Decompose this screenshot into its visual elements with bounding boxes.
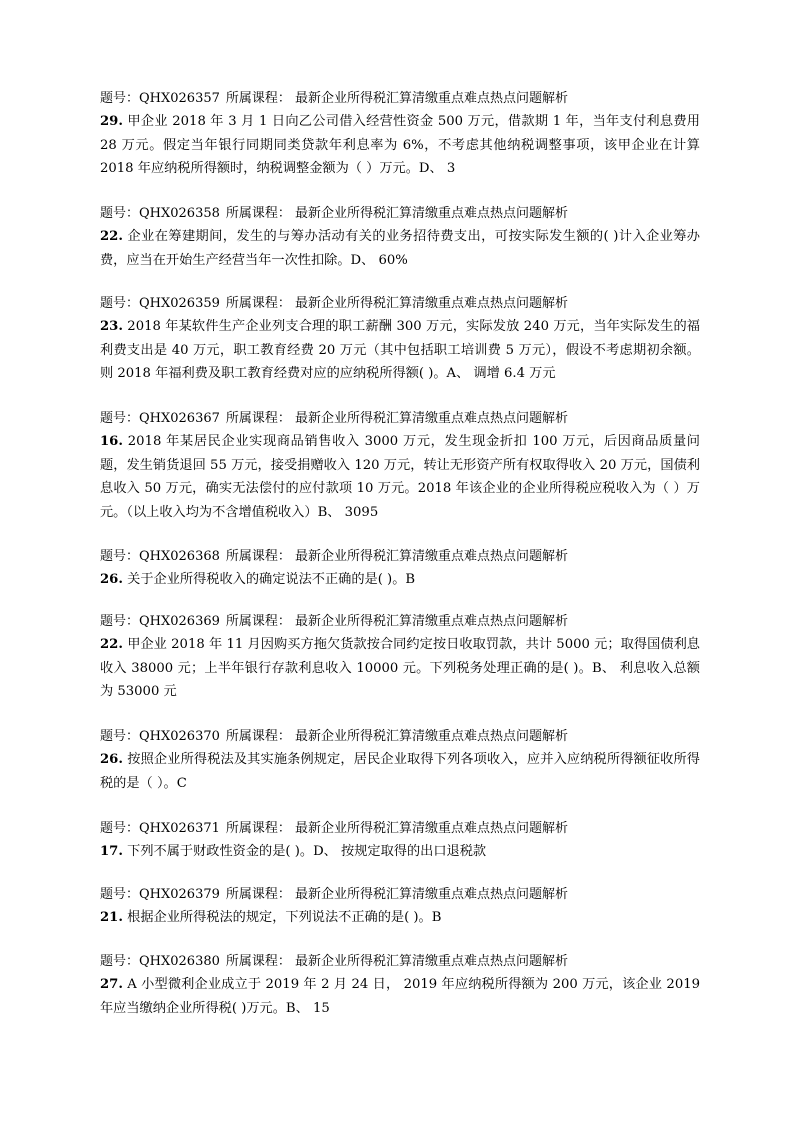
question-body: A 小型微利企业成立于 2019 年 2 月 24 日， 2019 年应纳税所得额为 200 万元，该企业 2019 年应当缴纳企业所得税( )万元。B、 15 xyxy=(100,977,700,1016)
question-id: 题号：QHX026357 xyxy=(100,91,220,106)
question-number: 22. xyxy=(100,229,123,244)
question-meta xyxy=(100,546,700,568)
question-text xyxy=(100,633,700,704)
question-body: 按照企业所得税法及其实施条例规定，居民企业取得下列各项收入，应并入应纳税所得额征收所得税的是（ ）。C xyxy=(100,752,700,791)
question-text xyxy=(100,110,700,181)
question-text xyxy=(100,973,700,1020)
course-label: 所属课程： 最新企业所得税汇算清缴重点难点热点问题解析 xyxy=(225,821,569,836)
question-body: 甲企业 2018 年 11 月因购买方拖欠货款按合同约定按日收取罚款，共计 5000 元；取得国债利息收入 38000 元；上半年银行存款利息收入 10000 元。下列税务处理正确的是( )。B、 利息收入总额为 53000 元 xyxy=(100,637,700,699)
question-entry xyxy=(100,951,700,1020)
question-number: 16. xyxy=(100,434,123,449)
course-label: 所属课程： 最新企业所得税汇算清缴重点难点热点问题解析 xyxy=(225,614,569,629)
question-id: 题号：QHX026380 xyxy=(100,954,220,969)
question-text xyxy=(100,315,700,386)
question-text xyxy=(100,748,700,795)
question-meta xyxy=(100,884,700,906)
question-entry xyxy=(100,408,700,524)
question-entry xyxy=(100,293,700,386)
question-id: 题号：QHX026371 xyxy=(100,821,220,836)
course-label: 所属课程： 最新企业所得税汇算清缴重点难点热点问题解析 xyxy=(225,91,569,106)
question-entry xyxy=(100,818,700,864)
question-entry xyxy=(100,88,700,181)
question-text xyxy=(100,840,700,864)
question-meta xyxy=(100,818,700,840)
question-id: 题号：QHX026370 xyxy=(100,729,220,744)
question-number: 29. xyxy=(100,114,123,129)
question-body: 2018 年某软件生产企业列支合理的职工薪酬 300 万元，实际发放 240 万元，当年实际发生的福利费支出是 40 万元，职工教育经费 20 万元（其中包括职工培训费 5 万元），假设不考虑期初余额。则 2018 年福利费及职工教育经费对应的应纳税所得额( )。A、 调增 6.4 万元 xyxy=(100,319,700,381)
question-entry xyxy=(100,884,700,930)
question-number: 22. xyxy=(100,637,123,652)
question-id: 题号：QHX026369 xyxy=(100,614,220,629)
question-id: 题号：QHX026358 xyxy=(100,206,220,221)
question-entry xyxy=(100,726,700,795)
question-text xyxy=(100,430,700,524)
question-body: 根据企业所得税法的规定，下列说法不正确的是( )。B xyxy=(122,910,442,925)
question-id: 题号：QHX026367 xyxy=(100,411,220,426)
question-meta xyxy=(100,293,700,315)
question-entry xyxy=(100,546,700,592)
question-number: 21. xyxy=(100,910,123,925)
question-number: 27. xyxy=(100,977,123,992)
course-label: 所属课程： 最新企业所得税汇算清缴重点难点热点问题解析 xyxy=(225,954,569,969)
question-text xyxy=(100,568,700,592)
question-text xyxy=(100,906,700,930)
question-body: 企业在筹建期间，发生的与筹办活动有关的业务招待费支出，可按实际发生额的( )计入企业筹办费，应当在开始生产经营当年一次性扣除。D、 60% xyxy=(100,229,700,268)
question-meta xyxy=(100,203,700,225)
question-body: 2018 年某居民企业实现商品销售收入 3000 万元，发生现金折扣 100 万元，后因商品质量问题，发生销货退回 55 万元，接受捐赠收入 120 万元，转让无形资产所有权取得收入 20 万元，国债利息收入 50 万元，确实无法偿付的应付款项 10 万元。2018 年该企业的企业所得税应税收入为（ ）万元。（以上收入均为不含增值税收入）B、 3095 xyxy=(100,434,700,520)
question-entry xyxy=(100,203,700,272)
question-body: 关于企业所得税收入的确定说法不正确的是( )。B xyxy=(122,572,416,587)
course-label: 所属课程： 最新企业所得税汇算清缴重点难点热点问题解析 xyxy=(225,296,569,311)
course-label: 所属课程： 最新企业所得税汇算清缴重点难点热点问题解析 xyxy=(225,411,569,426)
question-number: 26. xyxy=(100,572,123,587)
question-entry xyxy=(100,611,700,704)
question-text xyxy=(100,225,700,272)
course-label: 所属课程： 最新企业所得税汇算清缴重点难点热点问题解析 xyxy=(225,206,569,221)
question-number: 26. xyxy=(100,752,123,767)
question-body: 甲企业 2018 年 3 月 1 日向乙公司借入经营性资金 500 万元，借款期 1 年，当年支付利息费用 28 万元。假定当年银行同期同类贷款年利息率为 6%，不考虑其他纳税调整事项，该甲企业在计算 2018 年应纳税所得额时，纳税调整金额为（ ）万元。D、 3 xyxy=(100,114,700,176)
question-id: 题号：QHX026379 xyxy=(100,887,220,902)
question-id: 题号：QHX026368 xyxy=(100,549,220,564)
question-meta xyxy=(100,408,700,430)
question-number: 17. xyxy=(100,844,123,859)
question-body: 下列不属于财政性资金的是( )。D、 按规定取得的出口退税款 xyxy=(122,844,487,859)
course-label: 所属课程： 最新企业所得税汇算清缴重点难点热点问题解析 xyxy=(225,729,569,744)
question-number: 23. xyxy=(100,319,123,334)
question-meta xyxy=(100,611,700,633)
course-label: 所属课程： 最新企业所得税汇算清缴重点难点热点问题解析 xyxy=(225,549,569,564)
question-meta xyxy=(100,726,700,748)
question-meta xyxy=(100,88,700,110)
course-label: 所属课程： 最新企业所得税汇算清缴重点难点热点问题解析 xyxy=(225,887,569,902)
question-id: 题号：QHX026359 xyxy=(100,296,220,311)
question-meta xyxy=(100,951,700,973)
